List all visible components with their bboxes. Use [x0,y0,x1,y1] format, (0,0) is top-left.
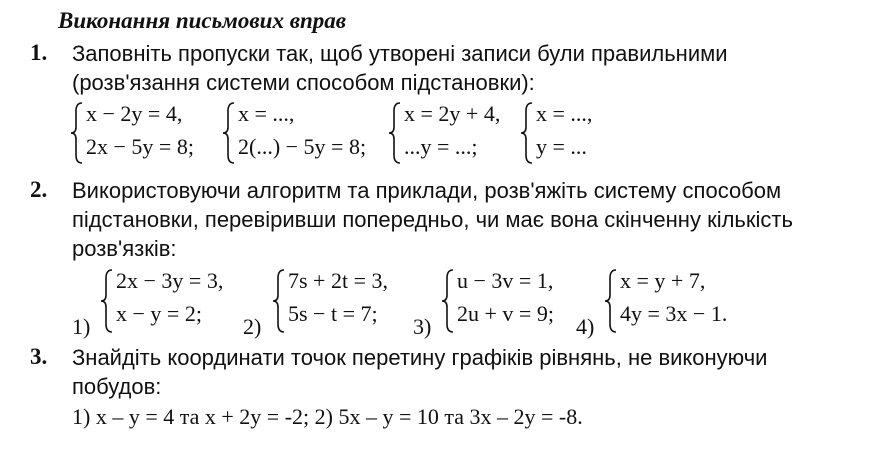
equation: x = ..., [536,101,593,126]
task-2-line-3: розв'язків: [72,236,177,261]
task-3-number: 3. [30,344,48,369]
equation: 2x − 5y = 8; [86,134,194,159]
section-heading: Виконання письмових вправ [58,8,347,33]
equation: x = 2y + 4, [404,101,501,126]
task-2-label-2: 2) [243,314,262,339]
task-1-system-4 [520,101,630,165]
task-2-system-1 [100,268,250,334]
equation: 5s − t = 7; [288,301,378,326]
task-2-system-4 [604,268,764,334]
task-3-equations: 1) x – y = 4 та x + 2y = -2; 2) 5x – y = 10 та 3x – 2y = -8. [72,404,583,429]
equation: 2(...) − 5y = 8; [238,134,367,159]
equation: 2x − 3y = 3, [116,268,224,293]
brace-icon [604,268,618,334]
task-1-system-3 [388,101,528,165]
task-1-system-1 [70,101,230,165]
task-2-line-2: підстановки, перевіривши попередньо, чи має вона скінченну кількість [72,207,793,232]
brace-icon [388,101,402,165]
brace-icon [520,101,534,165]
equation: x − 2y = 4, [86,101,183,126]
task-1-line-2: (розв'язання системи способом підстановки): [72,70,535,95]
brace-icon [222,101,236,165]
equation: x = ..., [238,101,295,126]
task-2-label-4: 4) [576,314,595,339]
brace-icon [100,268,114,334]
task-2-system-3 [441,268,591,334]
task-2-system-2 [272,268,422,334]
task-3-line-2: побудов: [72,374,162,399]
equation: x = y + 7, [620,268,706,293]
equation: 4y = 3x − 1. [620,301,728,326]
brace-icon [70,101,84,165]
task-3-line-1: Знайдіть координати точок перетину графіків рівнянь, не виконуючи [72,345,768,370]
brace-icon [441,268,455,334]
equation: u − 3v = 1, [457,268,554,293]
equation: ...y = ...; [404,134,478,159]
brace-icon [272,268,286,334]
task-1-system-2 [222,101,392,165]
equation: 7s + 2t = 3, [288,268,388,293]
task-2-line-1: Використовуючи алгоритм та приклади, розв'яжіть систему способом [72,178,782,203]
equation: y = ... [536,134,587,159]
task-1-line-1: Заповніть пропуски так, щоб утворені записи були правильними [72,41,728,66]
task-2-label-1: 1) [72,314,91,339]
equation: x − y = 2; [116,301,202,326]
equation: 2u + v = 9; [457,301,554,326]
task-2-number: 2. [30,177,48,202]
task-1-number: 1. [30,40,48,65]
task-2-label-3: 3) [413,314,432,339]
